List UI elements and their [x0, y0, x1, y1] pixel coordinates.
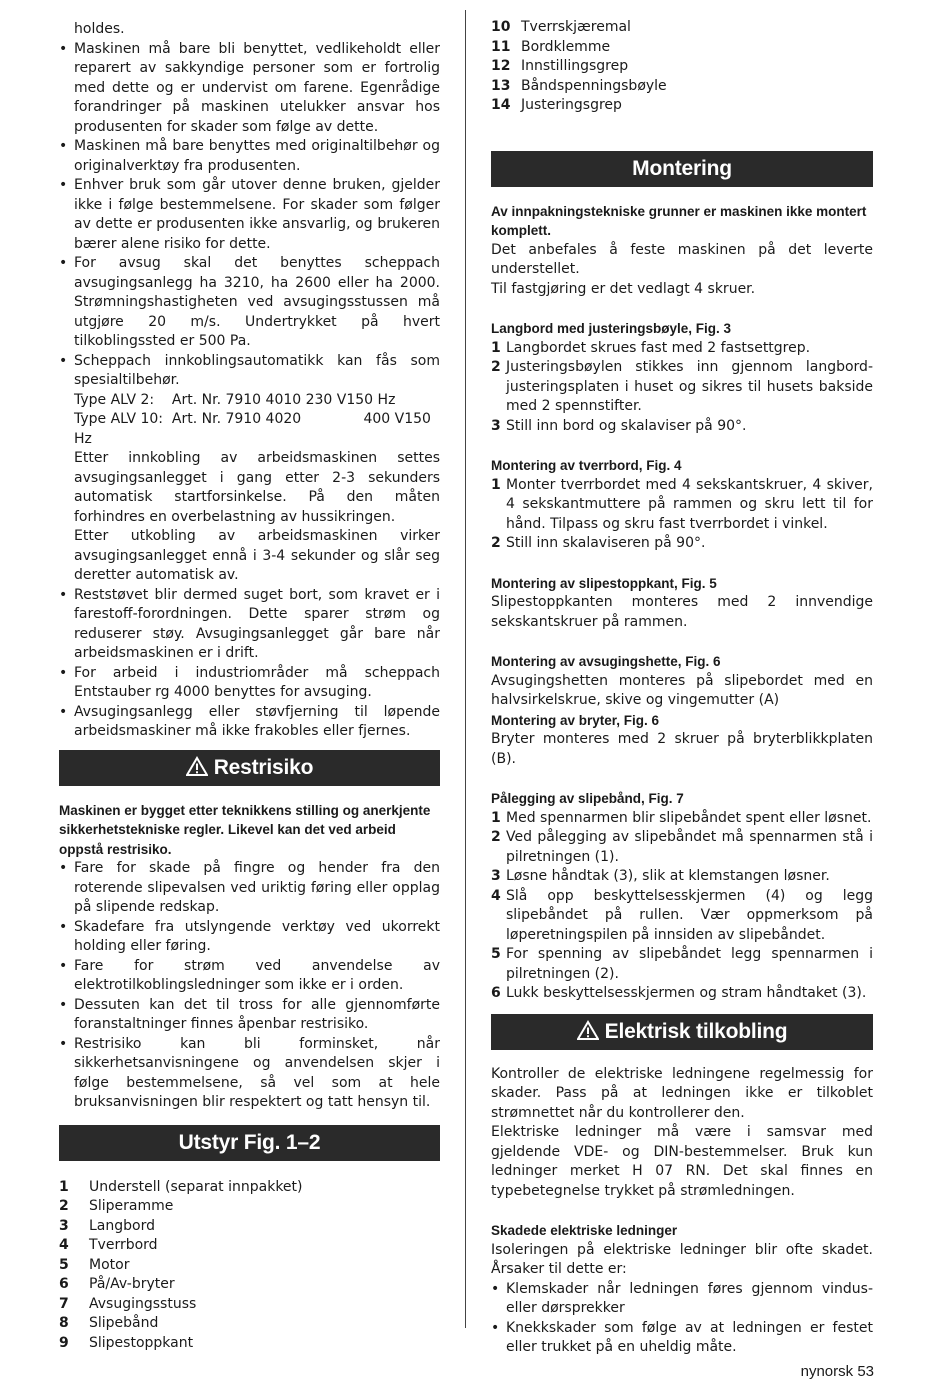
bullet-item: • Fare for strøm ved anvendelse av elektrotilkoblingsledninger som ikke er i orden.	[59, 957, 440, 996]
subheading: Pålegging av slipebånd, Fig. 7	[491, 791, 684, 806]
section-header-elektrisk	[491, 1014, 873, 1050]
subheading: Langbord med justeringsbøyle, Fig. 3	[491, 321, 732, 336]
list-item: 9 Slipestoppkant	[59, 1334, 194, 1351]
bullet-item: • Scheppach innkoblingsautomatikk kan fås som spesialtilbehør.	[59, 352, 440, 391]
bullet-item: • Maskinen må bare bli benyttet, vedlikeholdt eller reparert av sakkyndige personer som er fortrolig med dette og er undervist om farene. Egenrådige forandringer på maskinen utelukker ansvar hos produsenten for skader som følge av dette.	[59, 40, 440, 138]
bullet-item: • For avsug skal det benyttes scheppach avsugingsanlegg ha 3210, ha 2600 eller ha 2000. Strømningshastigheten ved avsugingsstussen må utgjøre 20 m/s. Undertrykket på hvert tilkoblingssted er 500 Pa.	[59, 254, 440, 352]
paragraph: Etter utkobling av arbeidsmaskinen virker avsugingsanlegget ennå i 3-4 sekunder og slår seg deretter automatisk av.	[74, 528, 440, 583]
list-item: 7 Avsugingsstuss	[59, 1295, 197, 1312]
bullet-item: • Dessuten kan det til tross for alle gjennomførte foranstaltninger finnes åpenbar restrisiko.	[59, 996, 440, 1035]
step-item: 1 Monter tverrbordet med 4 sekskantskruer, 4 skiver, 4 sekskantmuttere på rammen og skru lett til for hånd. Tilpass og skru fast tverrbordet i vinkel.	[491, 476, 873, 532]
section-header-utstyr	[59, 1125, 440, 1161]
step-item: 6 Lukk beskyttelsesskjermen og stram håndtaket (3).	[491, 985, 867, 1001]
list-item: 1 Understell (separat innpakket)	[59, 1178, 303, 1195]
subheading: Montering av bryter, Fig. 6	[491, 712, 660, 728]
bullet-item: • Reststøvet blir dermed suget bort, som kravet er i farestoff-forordningen. Dette sparer strøm og reduserer støy. Avsugingsanlegget går bare når arbeidsmaskinen er i drift.	[59, 586, 440, 664]
list-item: 5 Motor	[59, 1256, 130, 1273]
bold-intro: Maskinen er bygget etter teknikkens stilling og anerkjente sikkerhetstekniske regler. Likevel kan det ved arbeid oppstå restrisiko.	[59, 802, 431, 857]
bullet-item: • Enhver bruk som går utover denne bruken, gjelder ikke i følge bestemmelsene. For skader som følger av dette er produsenten ikke ansvarlig, og brukeren bærer alene risiko for dette.	[59, 176, 440, 254]
subheading: Montering av slipestoppkant, Fig. 5	[491, 575, 717, 591]
footer-language: nynorsk	[800, 1363, 854, 1380]
paragraph: Det anbefales å feste maskinen på det leverte understellet.	[491, 241, 873, 277]
section-title: Utstyr Fig. 1–2	[178, 1130, 321, 1154]
bullet-item: • Knekkskader som følge av at ledningen er festet eller trukket på en uheldig måte.	[491, 1319, 873, 1358]
section-header-montering	[491, 151, 873, 187]
paragraph: Bryter monteres med 2 skruer på bryterblikkplaten (B).	[491, 731, 873, 767]
section-title: Elektrisk tilkobling	[604, 1019, 788, 1043]
step-item: 5 For spenning av slipebåndet legg spennarmen i pilretningen (2).	[491, 946, 873, 982]
bullet-item: • Maskinen må bare benyttes med originaltilbehør og originalverktøy fra produsenten.	[59, 137, 440, 176]
subheading: Montering av tverrbord, Fig. 4	[491, 458, 682, 473]
list-item: 14 Justeringsgrep	[491, 97, 622, 113]
step-item: 3 Still inn bord og skalaviser på 90°.	[491, 417, 747, 434]
subheading: Skadede elektriske ledninger	[491, 1223, 678, 1238]
page-number: 53	[857, 1363, 874, 1380]
page-footer	[801, 1363, 874, 1380]
step-item: 2 Justeringsbøylen stikkes inn gjennom langbord-justeringsplaten i huset og sikres til husets bakside med 2 spennstifter.	[491, 359, 873, 414]
step-item: 1 Langbordet skrues fast med 2 fastsettgrep.	[491, 339, 811, 356]
equipment-list-continued	[491, 18, 873, 116]
list-item: 3 Langbord	[59, 1217, 155, 1234]
list-item: 6 På/Av-bryter	[59, 1276, 175, 1292]
step-item: 2 Still inn skalaviseren på 90°.	[491, 535, 706, 551]
left-column	[59, 20, 440, 1353]
warning-icon	[186, 756, 208, 776]
bullet-item: • Klemskader når ledningen føres gjennom vindus- eller dørsprekker	[491, 1280, 873, 1319]
step-item: 4 Slå opp beskyttelsesskjermen (4) og legg slipebåndet på rullen. Vær oppmerksom på løperetningspilen på innsiden av slipebåndet.	[491, 887, 873, 943]
subheading: Montering av avsugingshette, Fig. 6	[491, 654, 721, 669]
paragraph: Isoleringen på elektriske ledninger blir ofte skadet. Årsaker til dette er:	[491, 1241, 873, 1277]
section-title: Restrisiko	[213, 755, 314, 779]
bullet-item: • For arbeid i industriområder må scheppach Entstauber rg 4000 benyttes for avsuging.	[59, 664, 440, 703]
list-item: 2 Sliperamme	[59, 1198, 174, 1214]
bullet-item: • Skadefare fra utslyngende verktøy ved ukorrekt holding eller føring.	[59, 918, 440, 957]
paragraph: Etter innkobling av arbeidsmaskinen settes avsugingsanlegget i gang etter 2-3 sekunders automatisk startforsinkelse. På den måten forhindres en overbelastning av hussikringen.	[74, 450, 440, 525]
list-item: 10 Tverrskjæremal	[491, 19, 631, 35]
column-divider	[465, 10, 466, 1328]
type-line: Type ALV 10: Art. Nr. 7910 4020 400 V150	[74, 411, 431, 427]
paragraph: Elektriske ledninger må være i samsvar med gjeldende VDE- og DIN-bestemmelser. Bruk kun ledninger merket H 07 RN. Det skal finnes en typebetegnelse trykket på strømledningen.	[491, 1124, 873, 1199]
bullet-item: • Fare for skade på fingre og hender fra den roterende slipevalsen ved uriktig føring eller opplag på slipende redskap.	[59, 859, 440, 918]
section-title: Montering	[632, 156, 732, 180]
step-item: 2 Ved pålegging av slipebåndet må spennarmen stå i pilretningen (1).	[491, 829, 873, 865]
list-item: 13 Båndspenningsbøyle	[491, 77, 667, 94]
warning-icon	[577, 1020, 599, 1040]
paragraph: Avsugingshetten monteres på slipebordet med en halvsirkelskrue, skive og vingemutter (A)	[491, 672, 873, 708]
paragraph: Kontroller de elektriske ledningene regelmessig for skader. Pass på at ledningen ikke er tilkoblet strømnettet når du kontrollerer den.	[491, 1065, 873, 1121]
bullet-item: • Restrisiko kan bli forminsket, når sikkerhetsanvisningene og anvendelsen skjer i følge bestemmelsene, så vel som at hele bruksanvisningen blir respektert og tatt hensyn til.	[59, 1035, 440, 1113]
step-item: 3 Løsne håndtak (3), slik at klemstangen løsner.	[491, 868, 830, 884]
step-item: 1 Med spennarmen blir slipebåndet spent eller løsnet.	[491, 809, 872, 826]
type-line: Hz	[74, 430, 92, 447]
list-item: 8 Slipebånd	[59, 1315, 159, 1331]
type-line: Type ALV 2: Art. Nr. 7910 4010 230 V150 Hz	[74, 391, 396, 408]
bold-intro: Av innpakningstekniske grunner er maskinen ikke montert komplett.	[491, 203, 867, 238]
list-item: 11 Bordklemme	[491, 38, 611, 55]
list-item: 12 Innstillingsgrep	[491, 58, 629, 74]
equipment-list	[59, 1178, 440, 1354]
section-header-restrisiko	[59, 750, 440, 786]
bullet-item: • Avsugingsanlegg eller støvfjerning til løpende arbeidsmaskiner må ikke frakobles eller fjernes.	[59, 703, 440, 742]
paragraph: Til fastgjøring er det vedlagt 4 skruer.	[491, 280, 756, 297]
list-item: 4 Tverrbord	[59, 1237, 158, 1253]
paragraph: Slipestoppkanten monteres med 2 innvendige sekskantskruer på rammen.	[491, 594, 873, 630]
paragraph: holdes.	[74, 21, 125, 37]
right-column	[491, 18, 873, 1358]
